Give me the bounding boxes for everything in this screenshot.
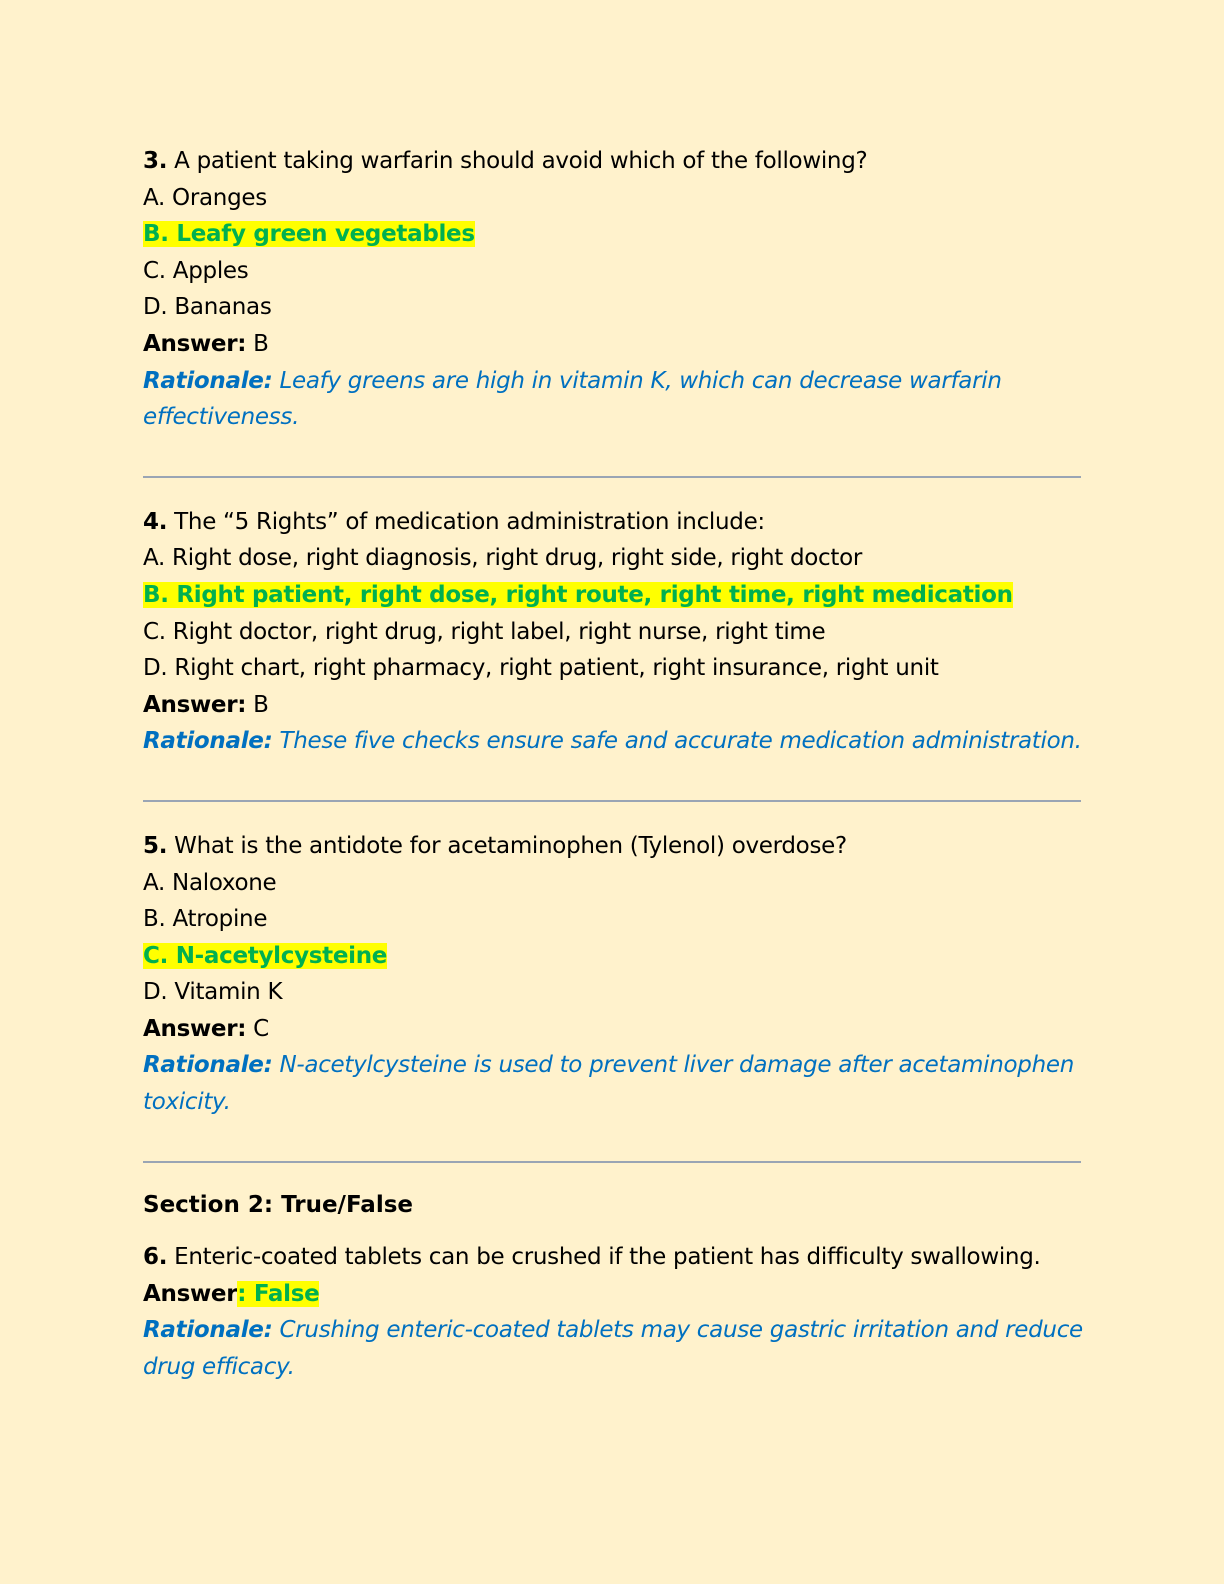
rationale-label: Rationale: xyxy=(143,1317,273,1344)
rationale xyxy=(143,363,1083,436)
answer-line xyxy=(143,1276,1083,1313)
question-block-3 xyxy=(143,143,1083,436)
rationale-label: Rationale: xyxy=(143,1052,273,1079)
answer-label: Answer xyxy=(143,1280,238,1307)
question-text: What is the antidote for acetaminophen (Tylenol) overdose? xyxy=(167,832,847,859)
answer-line xyxy=(143,687,1083,724)
rationale xyxy=(143,1047,1083,1120)
question-number: 3. xyxy=(143,148,168,174)
question-block-4 xyxy=(143,504,1083,760)
answer-label: Answer: xyxy=(143,1015,247,1042)
question-text: The “5 Rights” of medication administration include: xyxy=(167,508,765,535)
section-title: Section 2: True/False xyxy=(143,1191,414,1218)
answer-value: C xyxy=(246,1015,269,1042)
rationale xyxy=(143,1312,1083,1385)
answer-label: Answer: xyxy=(143,691,247,718)
rationale-text: Leafy greens are high in vitamin K, which can decrease warfarin effectiveness. xyxy=(143,367,1002,431)
question-block-6 xyxy=(143,1239,1083,1385)
option-a: A. Right dose, right diagnosis, right drug, right side, right doctor xyxy=(143,545,863,572)
option-c: C. Right doctor, right drug, right label, right nurse, right time xyxy=(143,618,826,645)
rationale-label: Rationale: xyxy=(143,728,273,755)
option-c: C. Apples xyxy=(143,257,249,284)
option-d: D. Vitamin K xyxy=(143,979,283,1006)
option-b: B. Atropine xyxy=(143,906,268,933)
answer-label: Answer: xyxy=(143,330,247,357)
question-text: A patient taking warfarin should avoid which of the following? xyxy=(167,148,868,174)
question-number: 6. xyxy=(143,1244,168,1271)
question-3-stem xyxy=(143,143,1083,180)
answer-line xyxy=(143,1011,1083,1048)
answer-value-highlight: : False xyxy=(237,1280,320,1307)
option-c-correct: C. N-acetylcysteine xyxy=(143,942,388,969)
option-d: D. Bananas xyxy=(143,294,272,321)
answer-value: B xyxy=(246,691,269,718)
rationale-text: N-acetylcysteine is used to prevent liver damage after acetaminophen toxicity. xyxy=(143,1052,1074,1116)
document-content xyxy=(143,143,1083,1386)
option-b-correct: B. Right patient, right dose, right route, right time, right medication xyxy=(143,581,1013,608)
rationale-label: Rationale: xyxy=(143,367,273,394)
rationale-text: Crushing enteric-coated tablets may cause gastric irritation and reduce drug efficacy. xyxy=(143,1317,1083,1381)
answer-line xyxy=(143,326,1083,363)
question-block-5 xyxy=(143,828,1083,1121)
question-4-stem xyxy=(143,504,1083,541)
option-a: A. Oranges xyxy=(143,184,267,211)
question-5-stem xyxy=(143,828,1083,865)
rationale xyxy=(143,723,1083,760)
option-b-correct: B. Leafy green vegetables xyxy=(143,221,475,248)
question-number: 5. xyxy=(143,832,168,859)
option-d: D. Right chart, right pharmacy, right patient, right insurance, right unit xyxy=(143,655,939,682)
answer-value: B xyxy=(246,330,269,357)
rationale-text: These five checks ensure safe and accurate medication administration. xyxy=(272,728,1082,755)
question-text: Enteric-coated tablets can be crushed if the patient has difficulty swallowing. xyxy=(167,1244,1041,1271)
option-a: A. Naloxone xyxy=(143,869,277,896)
question-6-stem xyxy=(143,1239,1083,1276)
question-number: 4. xyxy=(143,508,168,535)
